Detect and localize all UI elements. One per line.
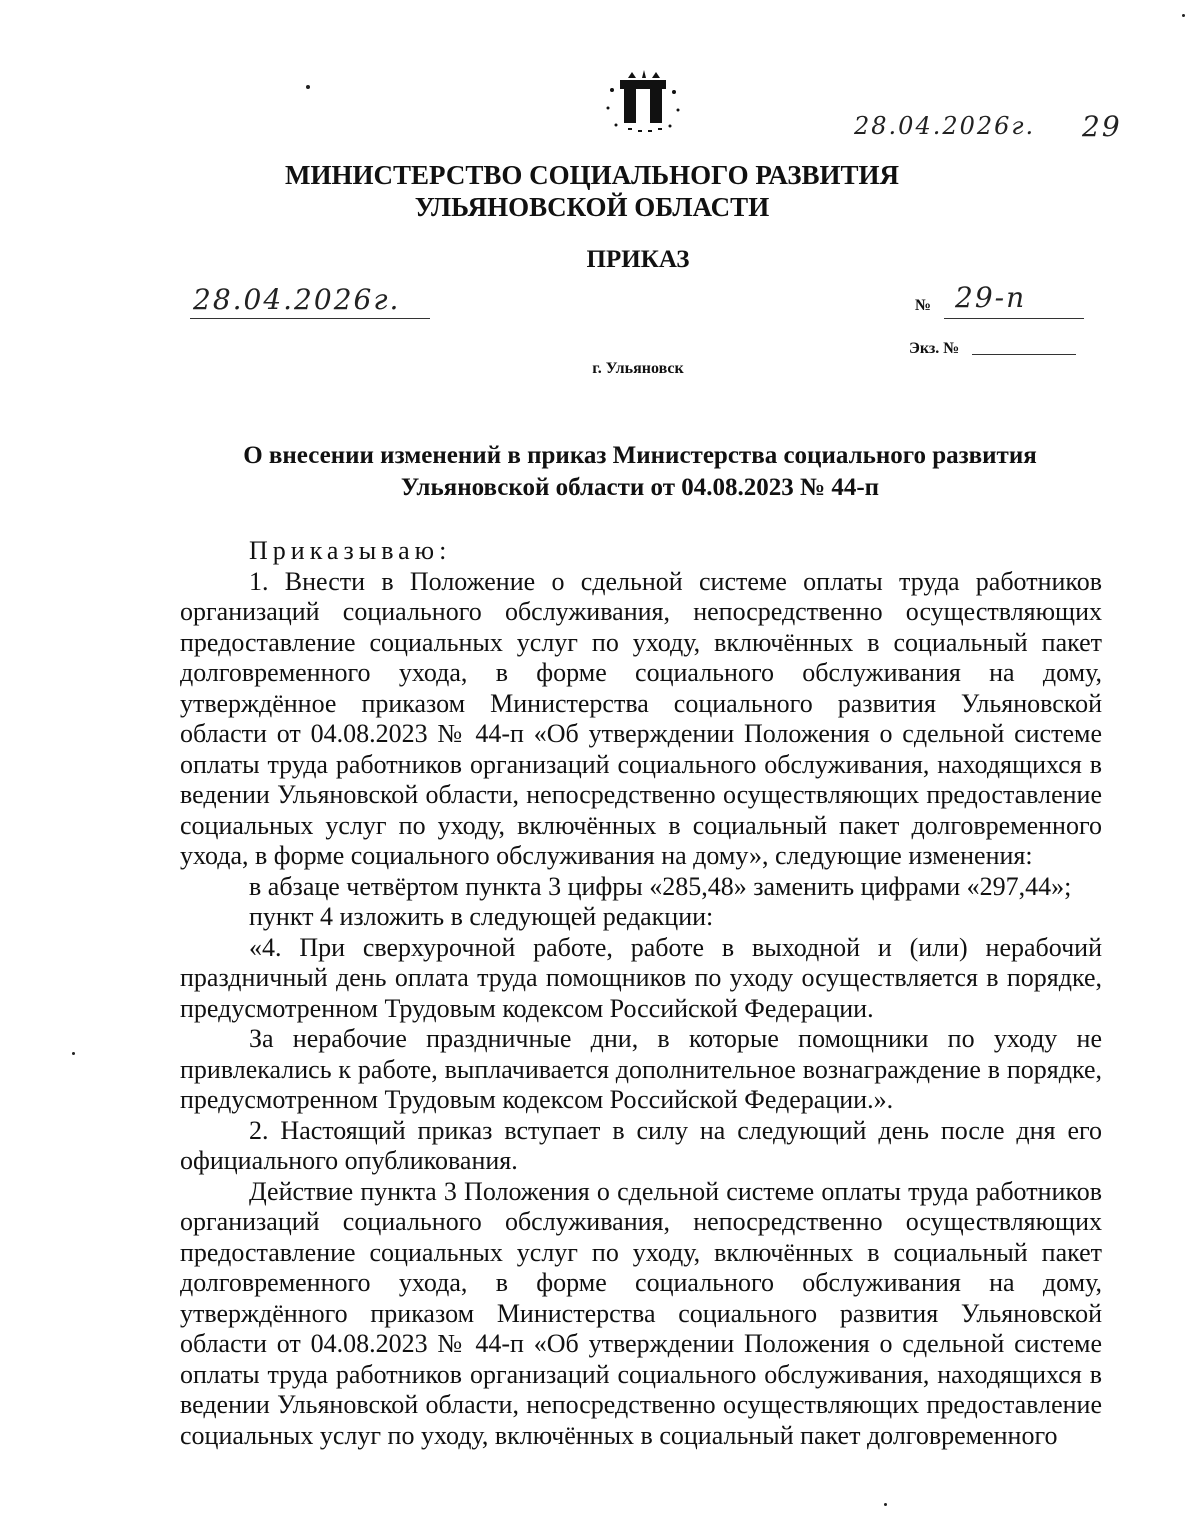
- coat-of-arms-emblem: [598, 70, 688, 140]
- order-preamble: Приказываю:: [249, 536, 452, 565]
- paragraph-effect-clause: Действие пункта 3 Положения о сдельной системе оплаты труда работников организаций социального обслуживания, непосредственно осуществляющих предоставление социальных услуг по уходу, включённых в социальный пакет долговременного ухода, в форме социального обслуживания на дому, утверждённого приказом Министерства социального развития Ульяновской области от 04.08.2023 № 44-п «Об утверждении Положения о сдельной системе оплаты труда работников организаций социального обслуживания, находящихся в ведении Ульяновской области, непосредственно осуществляющих предоставление социальных услуг по уходу, включённых в социальный пакет долговременного: [180, 1176, 1102, 1450]
- paragraph-amendment-point4: пункт 4 изложить в следующей редакции:: [249, 902, 714, 931]
- order-body: [180, 536, 1102, 1451]
- scan-speck: [72, 1052, 75, 1055]
- scan-speck: [884, 1503, 887, 1506]
- city-line: г. Ульяновск: [592, 360, 684, 377]
- ministry-name-line2: УЛЬЯНОВСКОЙ ОБЛАСТИ: [414, 192, 770, 222]
- scan-speck: [306, 85, 310, 89]
- handwritten-registration-number: 29: [1082, 110, 1122, 143]
- scan-speck: [1182, 14, 1185, 17]
- paragraph-new-point4: «4. При сверхурочной работе, работе в выходной и (или) нерабочий праздничный день оплата труда помощников по уходу осуществляется в порядке, предусмотренном Трудовым кодексом Российской Федерации.: [180, 932, 1102, 1023]
- order-subject-heading: О внесении изменений в приказ Министерства социального развития Ульяновской области от 04.08.2023 № 44-п: [243, 442, 1037, 501]
- copy-number-label: Экз. №: [909, 340, 960, 357]
- handwritten-registration-date: 28.04.2026г.: [854, 112, 1036, 140]
- number-label: №: [915, 297, 932, 314]
- handwritten-order-number: 29-п: [955, 281, 1027, 314]
- ministry-name-line1: МИНИСТЕРСТВО СОЦИАЛЬНОГО РАЗВИТИЯ: [285, 160, 899, 190]
- copy-number-underline: [972, 354, 1076, 355]
- handwritten-order-date: 28.04.2026г.: [193, 283, 401, 316]
- paragraph-item-2: 2. Настоящий приказ вступает в силу на следующий день после дня его официального опубликования.: [180, 1115, 1102, 1175]
- paragraph-item-1: 1. Внести в Положение о сдельной системе оплаты труда работников организаций социального обслуживания, непосредственно осуществляющих предоставление социальных услуг по уходу, включённых в социальный пакет долговременного ухода, в форме социального обслуживания на дому, утверждённое приказом Министерства социального развития Ульяновской области от 04.08.2023 № 44-п «Об утверждении Положения о сдельной системе оплаты труда работников организаций социального обслуживания, находящихся в ведении Ульяновской области, непосредственно осуществляющих предоставление социальных услуг по уходу, включённых в социальный пакет долговременного ухода, в форме социального обслуживания на дому», следующие изменения:: [180, 566, 1102, 870]
- document-type-title: ПРИКАЗ: [586, 246, 690, 273]
- paragraph-holidays: За нерабочие праздничные дни, в которые помощники по уходу не привлекались к работе, выплачивается дополнительное вознаграждение в порядке, предусмотренном Трудовым кодексом Российской Федерации.».: [180, 1024, 1102, 1114]
- paragraph-amendment-figures: в абзаце четвёртом пункта 3 цифры «285,48» заменить цифрами «297,44»;: [249, 871, 1072, 901]
